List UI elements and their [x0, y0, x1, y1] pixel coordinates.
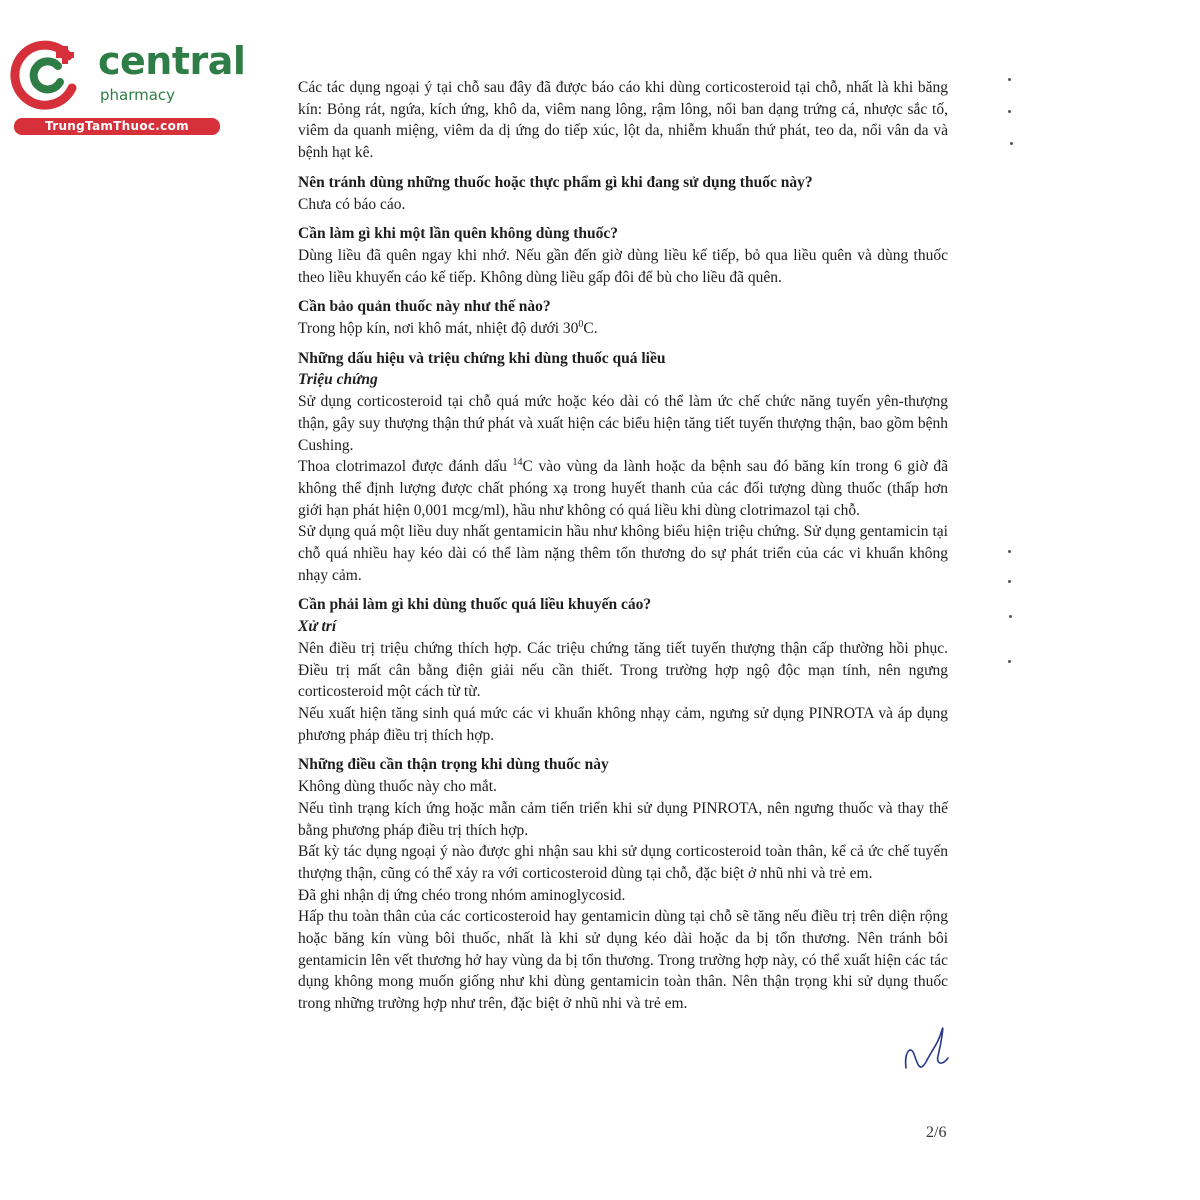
pharmacy-cross-logo-icon: [10, 38, 90, 110]
paragraph-precaution-4: Đã ghi nhận dị ứng chéo trong nhóm aminoglycosid.: [298, 886, 626, 904]
margin-dot: [1009, 615, 1012, 618]
margin-dot: [1010, 142, 1013, 145]
margin-dot: [1008, 580, 1011, 583]
section-heading-overdose-management: Cần phải làm gì khi dùng thuốc quá liều khuyến cáo?: [298, 596, 652, 614]
subheading-symptoms: Triệu chứng: [298, 371, 378, 389]
brand-name: central: [98, 39, 246, 83]
section-heading-precautions: Những điều cần thận trọng khi dùng thuốc này: [298, 756, 609, 774]
paragraph-precaution-1: Không dùng thuốc này cho mắt.: [298, 778, 497, 796]
margin-dot: [1008, 550, 1011, 553]
document-body: [298, 77, 948, 1015]
subheading-treatment: Xử trí: [298, 618, 337, 636]
handwritten-signature: [898, 1010, 958, 1080]
page-number: 2/6: [926, 1124, 947, 1141]
brand-website[interactable]: TrungTamThuoc.com: [14, 118, 220, 135]
margin-dot: [1008, 78, 1011, 81]
paragraph-precaution-5: Hấp thu toàn thân của các corticosteroid hay gentamicin dùng tại chỗ sẽ tăng nếu điều trị trên diện rộng hoặc băng kín vùng bôi thuốc, nhất là khi sử dụng kéo dài hoặc da bị tổn thương. Nên tránh bôi gentamicin lên vết thương hở hay vùng da bị tổn thương. Trong trường hợp này, có thể xuất hiện các tác dụng không mong muốn giống như khi dùng gentamicin toàn thân. Nên thận trọng khi sử dụng thuốc trong những trường hợp như trên, đặc biệt ở nhũ nhi và trẻ em.: [298, 908, 948, 1013]
paragraph-precaution-2: Nếu tình trạng kích ứng hoặc mẫn cảm tiến triển khi sử dụng PINROTA, nên ngưng thuốc và thay thế bằng phương pháp điều trị thích hợp.: [298, 799, 948, 839]
margin-dot: [1008, 110, 1011, 113]
section-heading-missed-dose: Cần làm gì khi một lần quên không dùng thuốc?: [298, 225, 619, 243]
brand-subtitle: pharmacy: [100, 86, 176, 104]
section-heading-storage: Cần bảo quản thuốc này như thế nào?: [298, 298, 551, 316]
paragraph-gentamicin-overdose: Sử dụng quá một liều duy nhất gentamicin hầu như không biểu hiện triệu chứng. Sử dụng gentamicin tại chỗ quá nhiều hay kéo dài có thể làm nặng thêm tổn thương do sự phát triển của các vi khuẩn không nhạy cảm.: [298, 523, 948, 584]
section-body-missed-dose: Dùng liều đã quên ngay khi nhớ. Nếu gần đến giờ dùng liều kế tiếp, bỏ qua liều quên và dùng thuốc theo liều khuyến cáo kế tiếp. Không dùng liều gấp đôi để bù cho liều đã quên.: [298, 246, 948, 286]
paragraph-clotrimazol: Thoa clotrimazol được đánh dấu $^{14}$C vào vùng da lành hoặc da bệnh sau đó băng kín trong 6 giờ đã không thể định lượng được chất phóng xạ trong huyết thanh của các đối tượng dùng thuốc (thấp hơn giới hạn phát hiện 0,001 mcg/ml), hầu như không có quá liều khi dùng clotrimazol tại chỗ.: [298, 457, 948, 519]
margin-dot: [1008, 660, 1011, 663]
brand-logo: [10, 38, 246, 138]
paragraph-treatment-2: Nếu xuất hiện tăng sinh quá mức các vi khuẩn không nhạy cảm, ngưng sử dụng PINROTA và áp dụng phương pháp điều trị thích hợp.: [298, 704, 948, 744]
paragraph-precaution-3: Bất kỳ tác dụng ngoại ý nào được ghi nhận sau khi sử dụng corticosteroid toàn thân, kể cả ức chế tuyến thượng thận, cũng có thể xảy ra với corticosteroid dùng tại chỗ, đặc biệt ở nhũ nhi và trẻ em.: [298, 843, 948, 882]
section-heading-overdose-signs: Những dấu hiệu và triệu chứng khi dùng thuốc quá liều: [298, 349, 666, 367]
paragraph-corticosteroid-overdose: Sử dụng corticosteroid tại chỗ quá mức hoặc kéo dài có thể làm ức chế chức năng tuyến yên-thượng thận, gây suy thượng thận thứ phát và xuất hiện các biểu hiện tăng tiết tuyến thượng thận, bao gồm bệnh Cushing.: [298, 393, 948, 454]
section-body-food-interactions: Chưa có báo cáo.: [298, 195, 406, 213]
intro-paragraph: Các tác dụng ngoại ý tại chỗ sau đây đã được báo cáo khi dùng corticosteroid tại chỗ, nhất là khi băng kín: Bỏng rát, ngứa, kích ứng, khô da, viêm nang lông, rậm lông, nổi ban dạng trứng cá, nhược sắc tố, viêm da quanh miệng, viêm da dị ứng do tiếp xúc, lột da, nhiễm khuẩn thứ phát, teo da, nổi vân da và bệnh hạt kê.: [298, 79, 948, 162]
paragraph-treatment-1: Nên điều trị triệu chứng thích hợp. Các triệu chứng tăng tiết tuyến thượng thận cấp thường hồi phục. Điều trị mất cân bằng điện giải nếu cần thiết. Trong trường hợp ngộ độc mạn tính, nên ngưng corticosteroid một cách từ từ.: [298, 639, 948, 701]
section-body-storage: Trong hộp kín, nơi khô mát, nhiệt độ dưới $30^0C$.: [298, 318, 598, 338]
section-heading-food-interactions: Nên tránh dùng những thuốc hoặc thực phẩm gì khi đang sử dụng thuốc này?: [298, 173, 813, 191]
